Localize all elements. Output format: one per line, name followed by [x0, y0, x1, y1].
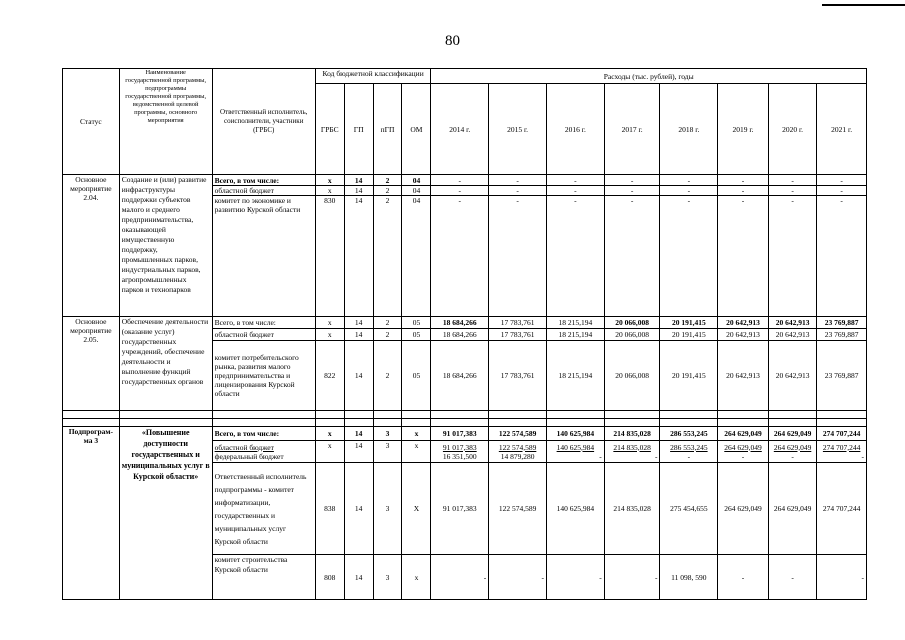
value-cell: 18 215,194	[546, 341, 604, 411]
value-federal: -	[599, 451, 602, 461]
value-cell: 20 642,913	[768, 329, 817, 341]
code-cell: 2	[373, 317, 402, 329]
header-year: 2018 г.	[660, 84, 718, 175]
value-regional: 91 017,383	[442, 442, 477, 452]
value-cell: -	[768, 186, 817, 196]
executor-cell: областной бюджет	[212, 186, 315, 196]
status-cell: Подпрограм-ма 3	[63, 427, 120, 600]
executor-cell: комитет по экономике и развитию Курской области	[212, 196, 315, 317]
value-cell: 20 191,415	[660, 341, 718, 411]
executor-cell: Ответственный исполнитель подпрограммы - комитет информатизации, государственных и муниципальных услуг Курской области	[212, 463, 315, 555]
executor-regional-budget: областной бюджет	[214, 442, 274, 452]
value-regional: 264 629,049	[773, 442, 812, 452]
value-cell: 20 642,913	[768, 341, 817, 411]
value-federal: -	[654, 451, 658, 461]
value-cell: -	[546, 175, 604, 186]
code-cell: 830	[315, 196, 344, 317]
value-regional: 286 553,245	[670, 442, 708, 452]
code-cell: 05	[402, 341, 431, 411]
value-cell: -	[604, 186, 660, 196]
budget-table	[62, 68, 867, 600]
value-cell: -	[817, 186, 867, 196]
value-cell: -	[817, 175, 867, 186]
code-cell: 2	[373, 175, 402, 186]
value-cell	[817, 441, 867, 463]
code-cell: 838	[315, 463, 344, 555]
value-cell: 23 769,887	[817, 317, 867, 329]
code-cell: х	[402, 441, 431, 463]
executor-cell: Всего, в том числе:	[212, 175, 315, 186]
code-cell: 2	[373, 196, 402, 317]
value-cell: -	[604, 555, 660, 600]
value-cell: 18 215,194	[546, 317, 604, 329]
value-cell	[660, 441, 718, 463]
value-cell	[546, 441, 604, 463]
header-year: 2020 г.	[768, 84, 817, 175]
value-cell: -	[660, 186, 718, 196]
value-cell: 20 642,913	[718, 341, 769, 411]
code-cell: 2	[373, 186, 402, 196]
value-cell: -	[431, 186, 489, 196]
header-row	[63, 69, 867, 84]
value-regional: 122 574,589	[498, 442, 537, 452]
header-year: 2015 г.	[489, 84, 547, 175]
header-year: 2016 г.	[546, 84, 604, 175]
value-cell: 214 835,028	[604, 463, 660, 555]
code-cell: х	[315, 175, 344, 186]
value-regional: 140 625,984	[556, 442, 595, 452]
value-cell: -	[489, 175, 547, 186]
header-status: Статус	[63, 69, 120, 175]
code-cell: 3	[373, 555, 402, 600]
executor-cell: комитет потребительского рынка, развития малого предпринимательства и лицензирования Курской области	[212, 341, 315, 411]
header-code-grbs: ГРБС	[315, 84, 344, 175]
value-cell: -	[546, 186, 604, 196]
code-cell: 14	[344, 463, 373, 555]
value-cell: 286 553,245	[660, 427, 718, 441]
value-cell: -	[489, 196, 547, 317]
value-cell: -	[768, 196, 817, 317]
executor-cell: комитет строительства Курской области	[212, 555, 315, 600]
value-cell: -	[718, 175, 769, 186]
value-cell: 11 098, 590	[660, 555, 718, 600]
code-cell: х	[402, 427, 431, 441]
value-federal: -	[791, 451, 794, 461]
value-cell: 140 625,984	[546, 427, 604, 441]
value-cell: -	[489, 555, 547, 600]
value-cell: -	[817, 555, 867, 600]
value-cell: 122 574,589	[489, 463, 547, 555]
value-cell: 122 574,589	[489, 427, 547, 441]
value-federal: 16 351,500	[442, 451, 477, 461]
value-cell: 18 684,266	[431, 317, 489, 329]
header-code-gp: ГП	[344, 84, 373, 175]
code-cell: 14	[344, 427, 373, 441]
top-rule	[822, 4, 905, 6]
code-cell: 3	[373, 427, 402, 441]
code-cell: 04	[402, 186, 431, 196]
executor-cell: Всего, в том числе:	[212, 427, 315, 441]
value-cell: 20 066,008	[604, 329, 660, 341]
header-name: Наименование государственной программы, подпрограммы государственной программы, ведомственной целевой программы, основного мероприятия	[119, 69, 212, 175]
value-cell: 140 625,984	[546, 463, 604, 555]
code-cell: 05	[402, 317, 431, 329]
code-cell: 14	[344, 186, 373, 196]
value-cell	[431, 441, 489, 463]
name-cell: «Повышение доступности государственных и муниципальных услуг в Курской области»	[119, 427, 212, 600]
value-federal: -	[687, 451, 691, 461]
value-cell: -	[431, 555, 489, 600]
code-cell: х	[402, 555, 431, 600]
code-cell: 2	[373, 341, 402, 411]
code-cell: 14	[344, 441, 373, 463]
code-cell: 14	[344, 175, 373, 186]
code-cell: 14	[344, 196, 373, 317]
value-cell: -	[718, 555, 769, 600]
value-cell: 17 783,761	[489, 329, 547, 341]
code-cell: х	[315, 186, 344, 196]
value-cell: 20 066,008	[604, 341, 660, 411]
value-cell	[489, 441, 547, 463]
value-cell: 264 629,049	[718, 427, 769, 441]
value-regional: 264 629,049	[724, 442, 762, 452]
name-cell: Обеспечение деятельности (оказание услуг) государственных учреждений, обеспечение деятельности и выполнение функций государственных органов	[119, 317, 212, 411]
value-cell: 264 629,049	[768, 427, 817, 441]
value-cell: 18 684,266	[431, 329, 489, 341]
executor-cell: областной бюджет	[212, 329, 315, 341]
spacer-row	[63, 411, 867, 419]
code-cell: 14	[344, 341, 373, 411]
code-cell: 05	[402, 329, 431, 341]
value-federal: -	[741, 451, 745, 461]
code-cell: 14	[344, 555, 373, 600]
value-cell: -	[660, 175, 718, 186]
value-cell: 214 835,028	[604, 427, 660, 441]
value-cell: 18 215,194	[546, 329, 604, 341]
value-cell: 275 454,655	[660, 463, 718, 555]
value-cell	[718, 441, 769, 463]
value-cell: 20 642,913	[718, 329, 769, 341]
value-cell: -	[718, 196, 769, 317]
value-cell	[768, 441, 817, 463]
name-cell: Создание и (или) развитие инфраструктуры поддержки субъектов малого и среднего предпринимательства, оказывающей имущественную поддержку, промышленных парков, индустриальных парков, агропромышленных парков и технопарков	[119, 175, 212, 317]
value-cell: 264 629,049	[718, 463, 769, 555]
value-cell	[604, 441, 660, 463]
code-cell: х	[315, 427, 344, 441]
status-cell: Основное мероприятие 2.04.	[63, 175, 120, 317]
code-cell: 822	[315, 341, 344, 411]
code-cell: Х	[402, 463, 431, 555]
code-cell: 3	[373, 463, 402, 555]
code-cell: х	[315, 329, 344, 341]
value-cell: 91 017,383	[431, 427, 489, 441]
value-cell: 274 707,244	[817, 427, 867, 441]
value-cell: -	[660, 196, 718, 317]
value-regional: 214 835,028	[613, 442, 651, 452]
value-cell: 23 769,887	[817, 329, 867, 341]
page-number: 80	[445, 33, 460, 49]
value-cell: -	[489, 186, 547, 196]
value-cell: -	[718, 186, 769, 196]
table-row	[63, 317, 867, 329]
value-cell: -	[768, 175, 817, 186]
value-cell: 23 769,887	[817, 341, 867, 411]
table-row	[63, 175, 867, 186]
value-federal: -	[861, 451, 864, 461]
value-cell: 91 017,383	[431, 463, 489, 555]
executor-federal-budget: федеральный бюджет	[214, 451, 284, 461]
value-cell: 18 684,266	[431, 341, 489, 411]
value-cell: -	[546, 555, 604, 600]
value-cell: 20 642,913	[718, 317, 769, 329]
header-code-pgp: пГП	[373, 84, 402, 175]
spacer-row	[63, 419, 867, 427]
status-cell: Основное мероприятие 2.05.	[63, 317, 120, 411]
value-cell: -	[431, 196, 489, 317]
code-cell: 04	[402, 175, 431, 186]
code-cell: 04	[402, 196, 431, 317]
code-cell: 14	[344, 317, 373, 329]
header-executor: Ответственный исполнитель, соисполнители, участники (ГРБС)	[212, 69, 315, 175]
header-year: 2019 г.	[718, 84, 769, 175]
executor-cell	[212, 441, 315, 463]
value-cell: 264 629,049	[768, 463, 817, 555]
code-cell: 808	[315, 555, 344, 600]
value-cell: -	[431, 175, 489, 186]
value-cell: 20 642,913	[768, 317, 817, 329]
value-cell: 20 191,415	[660, 329, 718, 341]
header-year: 2021 г.	[817, 84, 867, 175]
value-cell: -	[604, 196, 660, 317]
header-expense-group: Расходы (тыс. рублей), годы	[431, 69, 867, 84]
value-cell: 274 707,244	[817, 463, 867, 555]
value-cell: 20 191,415	[660, 317, 718, 329]
value-cell: 17 783,761	[489, 341, 547, 411]
value-cell: -	[604, 175, 660, 186]
value-cell: -	[817, 196, 867, 317]
header-code-group: Код бюджетной классификации	[315, 69, 431, 84]
code-cell: 2	[373, 329, 402, 341]
header-year: 2014 г.	[431, 84, 489, 175]
code-cell: 3	[373, 441, 402, 463]
value-cell: 17 783,761	[489, 317, 547, 329]
value-cell: -	[546, 196, 604, 317]
code-cell: 14	[344, 329, 373, 341]
value-federal: 14 879,280	[500, 451, 535, 461]
value-cell: -	[768, 555, 817, 600]
value-regional: 274 707,244	[822, 442, 861, 452]
code-cell: х	[315, 441, 344, 463]
code-cell: х	[315, 317, 344, 329]
header-code-om: ОМ	[402, 84, 431, 175]
value-cell: 20 066,008	[604, 317, 660, 329]
table-row	[63, 427, 867, 441]
executor-cell: Всего, в том числе:	[212, 317, 315, 329]
header-year: 2017 г.	[604, 84, 660, 175]
